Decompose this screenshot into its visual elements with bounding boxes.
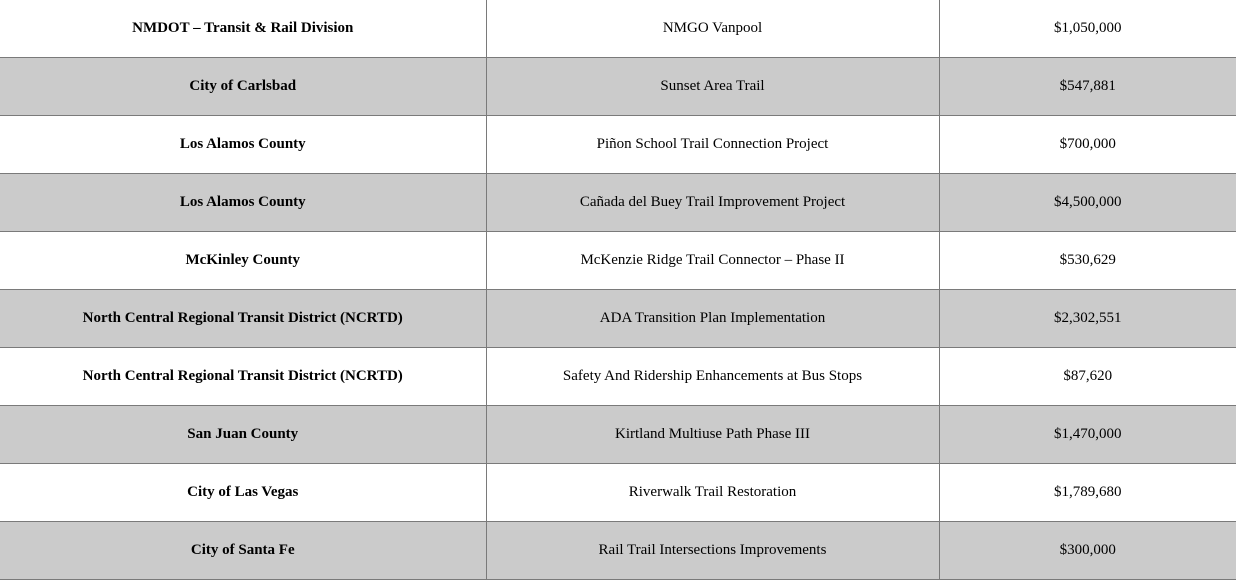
organization-cell: North Central Regional Transit District (NCRTD): [0, 290, 486, 348]
amount-cell: $300,000: [939, 522, 1236, 580]
amount-cell: $2,302,551: [939, 290, 1236, 348]
table-row: [0, 0, 1236, 58]
amount-cell: $700,000: [939, 116, 1236, 174]
amount-cell: $1,050,000: [939, 0, 1236, 58]
project-cell: McKenzie Ridge Trail Connector – Phase II: [486, 232, 939, 290]
table-row: [0, 290, 1236, 348]
table-row: [0, 522, 1236, 580]
amount-cell: $4,500,000: [939, 174, 1236, 232]
amount-cell: $547,881: [939, 58, 1236, 116]
project-cell: Piñon School Trail Connection Project: [486, 116, 939, 174]
project-cell: Riverwalk Trail Restoration: [486, 464, 939, 522]
table-row: [0, 406, 1236, 464]
organization-cell: Los Alamos County: [0, 116, 486, 174]
table-row: [0, 464, 1236, 522]
project-cell: Rail Trail Intersections Improvements: [486, 522, 939, 580]
organization-cell: City of Las Vegas: [0, 464, 486, 522]
table-row: [0, 174, 1236, 232]
project-cell: Safety And Ridership Enhancements at Bus Stops: [486, 348, 939, 406]
organization-cell: City of Santa Fe: [0, 522, 486, 580]
organization-cell: City of Carlsbad: [0, 58, 486, 116]
organization-cell: Los Alamos County: [0, 174, 486, 232]
organization-cell: McKinley County: [0, 232, 486, 290]
project-cell: Cañada del Buey Trail Improvement Project: [486, 174, 939, 232]
organization-cell: NMDOT – Transit & Rail Division: [0, 0, 486, 58]
project-cell: NMGO Vanpool: [486, 0, 939, 58]
project-cell: ADA Transition Plan Implementation: [486, 290, 939, 348]
organization-cell: San Juan County: [0, 406, 486, 464]
table-row: [0, 116, 1236, 174]
amount-cell: $1,789,680: [939, 464, 1236, 522]
table-row: [0, 58, 1236, 116]
amount-cell: $530,629: [939, 232, 1236, 290]
table-row: [0, 348, 1236, 406]
project-cell: Kirtland Multiuse Path Phase III: [486, 406, 939, 464]
organization-cell: North Central Regional Transit District (NCRTD): [0, 348, 486, 406]
amount-cell: $87,620: [939, 348, 1236, 406]
project-cell: Sunset Area Trail: [486, 58, 939, 116]
table-row: [0, 232, 1236, 290]
amount-cell: $1,470,000: [939, 406, 1236, 464]
